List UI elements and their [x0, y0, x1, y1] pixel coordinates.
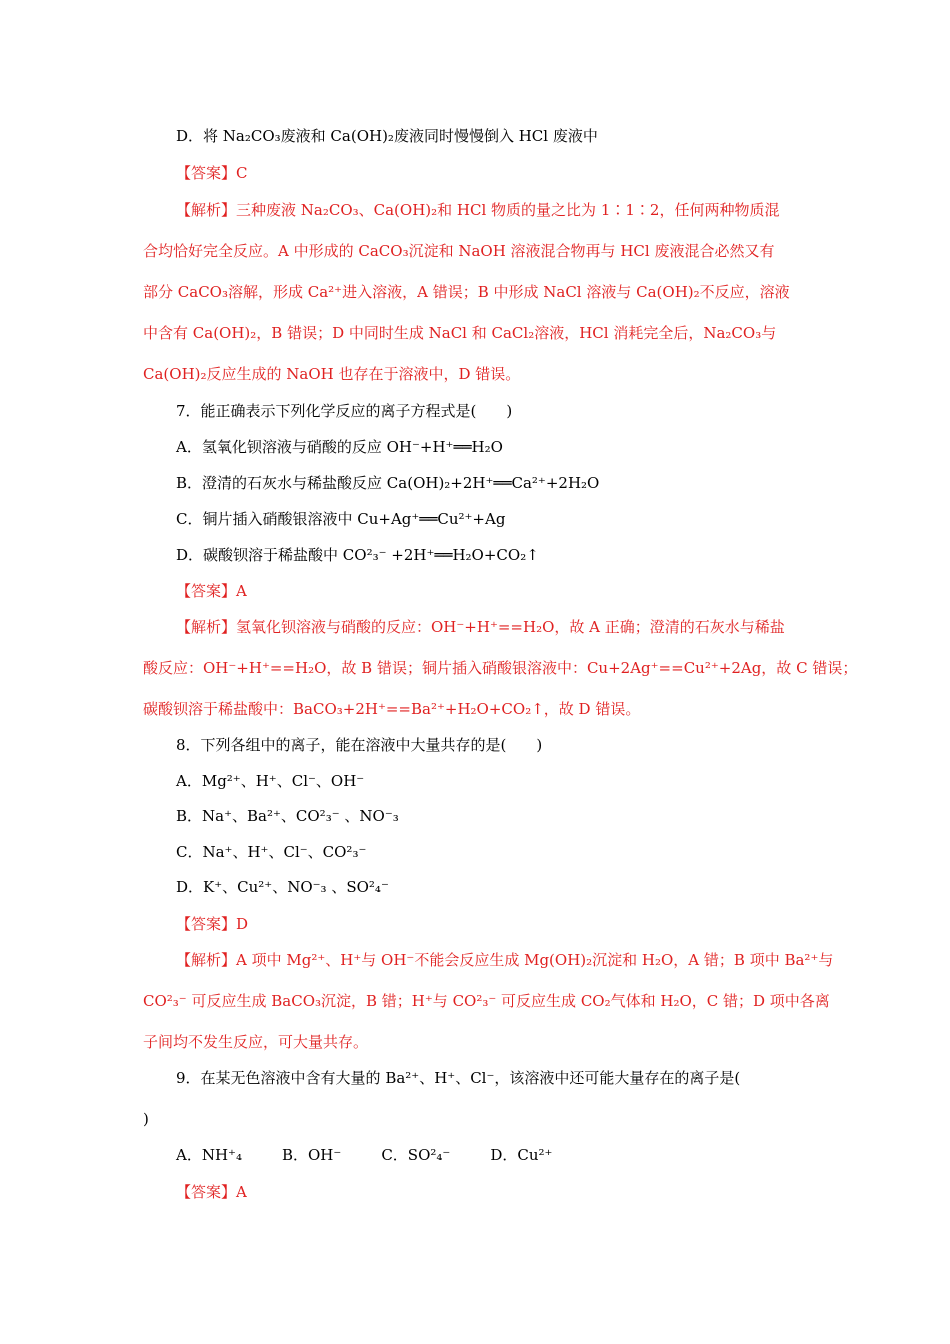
- option-b-q8: B．Na⁺、Ba²⁺、CO²₃⁻ 、NO⁻₃: [176, 807, 399, 825]
- question-8: 8．下列各组中的离子，能在溶液中大量共存的是( ): [176, 736, 543, 754]
- option-a-q9: A．NH⁺₄: [176, 1146, 242, 1164]
- option-a-q7: A．氢氧化钡溶液与硝酸的反应 OH⁻+H⁺══H₂O: [176, 438, 503, 456]
- question-9-cont: ): [143, 1110, 149, 1128]
- answer-q8: 【答案】D: [176, 915, 249, 933]
- option-c-q9: C．SO²₄⁻: [381, 1146, 451, 1164]
- question-9: 9．在某无色溶液中含有大量的 Ba²⁺、H⁺、Cl⁻，该溶液中还可能大量存在的离子是(: [176, 1069, 741, 1087]
- explanation-q7-line2: 酸反应：OH⁻+H⁺==H₂O，故 B 错误；铜片插入硝酸银溶液中：Cu+2Ag⁺==Cu²⁺+2Ag，故 C 错误；: [143, 659, 858, 677]
- explanation-q6-line4: 中含有 Ca(OH)₂，B 错误；D 中同时生成 NaCl 和 CaCl₂溶液，HCl 消耗完全后，Na₂CO₃与: [143, 324, 777, 342]
- explanation-q8-line1: 【解析】A 项中 Mg²⁺、H⁺与 OH⁻不能会反应生成 Mg(OH)₂沉淀和 H₂O，A 错；B 项中 Ba²⁺与: [176, 951, 834, 969]
- answer-q7: 【答案】A: [176, 582, 247, 600]
- explanation-q8-line2: CO²₃⁻ 可反应生成 BaCO₃沉淀，B 错；H⁺与 CO²₃⁻ 可反应生成 CO₂气体和 H₂O，C 错；D 项中各离: [143, 992, 830, 1010]
- explanation-q8-line3: 子间均不发生反应，可大量共存。: [143, 1033, 369, 1051]
- option-c-q8: C．Na⁺、H⁺、Cl⁻、CO²₃⁻: [176, 843, 367, 861]
- explanation-q6-line5: Ca(OH)₂反应生成的 NaOH 也存在于溶液中，D 错误。: [143, 365, 521, 383]
- option-a-q8: A．Mg²⁺、H⁺、Cl⁻、OH⁻: [176, 772, 365, 790]
- options-q9: [176, 1145, 552, 1165]
- explanation-q7-line1: 【解析】氢氧化钡溶液与硝酸的反应：OH⁻+H⁺==H₂O，故 A 正确；澄清的石灰水与稀盐: [176, 618, 785, 636]
- option-b-q7: B．澄清的石灰水与稀盐酸反应 Ca(OH)₂+2H⁺══Ca²⁺+2H₂O: [176, 474, 600, 492]
- explanation-q7-line3: 碳酸钡溶于稀盐酸中：BaCO₃+2H⁺==Ba²⁺+H₂O+CO₂↑，故 D 错误。: [143, 700, 641, 718]
- option-b-q9: B．OH⁻: [281, 1146, 342, 1164]
- option-c-q7: C．铜片插入硝酸银溶液中 Cu+Ag⁺══Cu²⁺+Ag: [176, 510, 506, 528]
- answer-q9: 【答案】A: [176, 1183, 247, 1201]
- explanation-q6-line1: 【解析】三种废液 Na₂CO₃、Ca(OH)₂和 HCl 物质的量之比为 1∶1∶2，任何两种物质混: [176, 201, 780, 219]
- option-d-q8: D．K⁺、Cu²⁺、NO⁻₃ 、SO²₄⁻: [176, 878, 389, 896]
- explanation-q6-line2: 合均恰好完全反应。A 中形成的 CaCO₃沉淀和 NaOH 溶液混合物再与 HCl 废液混合必然又有: [143, 242, 775, 260]
- option-d-q9: D．Cu²⁺: [490, 1146, 553, 1164]
- question-7: 7．能正确表示下列化学反应的离子方程式是( ): [176, 402, 513, 420]
- explanation-q6-line3: 部分 CaCO₃溶解，形成 Ca²⁺进入溶液，A 错误；B 中形成 NaCl 溶液与 Ca(OH)₂不反应，溶液: [143, 283, 790, 301]
- option-d-q6: D．将 Na₂CO₃废液和 Ca(OH)₂废液同时慢慢倒入 HCl 废液中: [176, 127, 598, 145]
- answer-q6: 【答案】C: [176, 164, 248, 182]
- option-d-q7: D．碳酸钡溶于稀盐酸中 CO²₃⁻ +2H⁺══H₂O+CO₂↑: [176, 546, 539, 564]
